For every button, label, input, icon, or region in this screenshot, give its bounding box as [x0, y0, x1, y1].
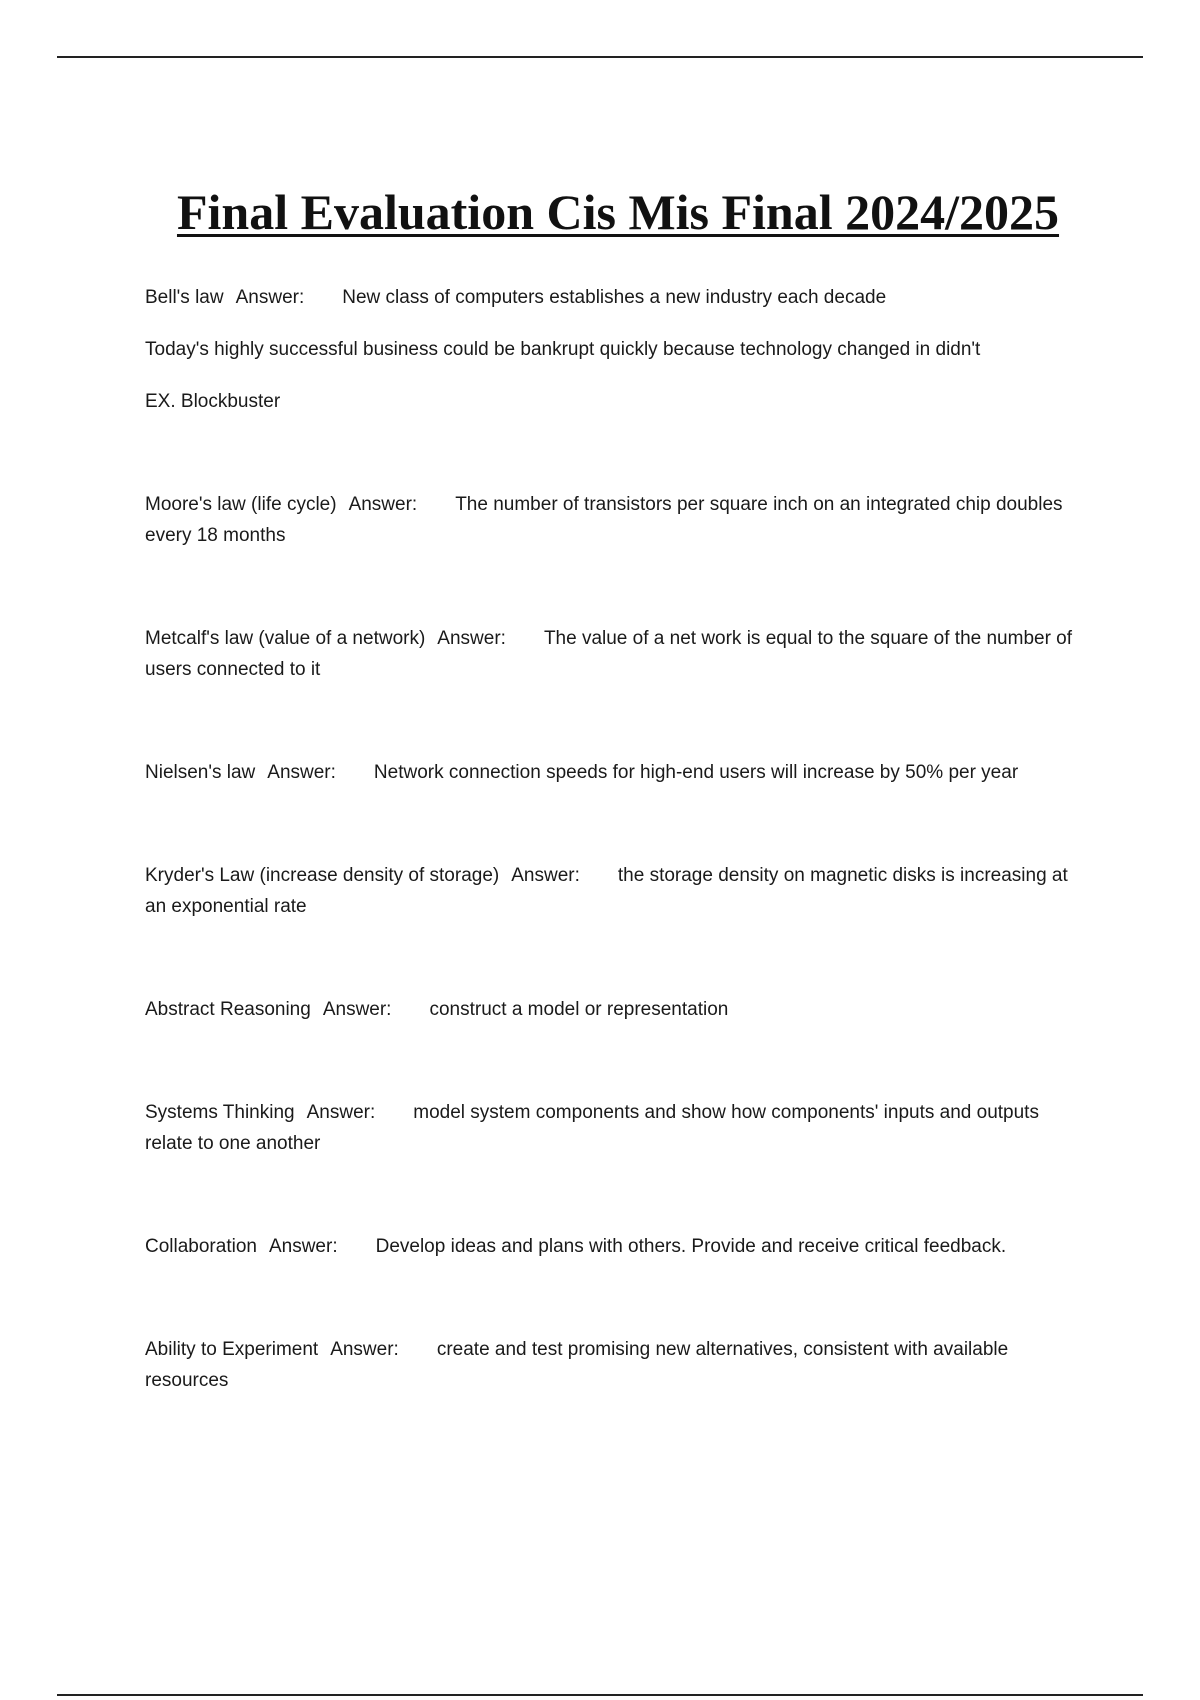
- entry-abstract-reasoning: [145, 994, 1085, 1025]
- entry-note: Today's highly successful business could be bankrupt quickly because technology changed in didn't: [145, 339, 981, 360]
- entry-collaboration: [145, 1231, 1085, 1262]
- entry-systems-thinking: [145, 1097, 1085, 1159]
- entry-nielsens-law: [145, 757, 1085, 788]
- answer-label: Answer:: [348, 494, 418, 515]
- entry-definition: the storage density on magnetic disks is increasing at an exponential rate: [145, 865, 1068, 917]
- entry-term: Metcalf's law (value of a network): [145, 628, 426, 649]
- entry-term: Systems Thinking: [145, 1102, 295, 1123]
- answer-label: Answer:: [322, 999, 392, 1020]
- document-title: Final Evaluation Cis Mis Final 2024/2025: [176, 183, 1060, 240]
- entry-definition: The number of transistors per square inch on an integrated chip doubles every 18 months: [145, 494, 1063, 546]
- entry-definition: construct a model or representation: [429, 999, 729, 1020]
- entry-bells-law: [145, 282, 1085, 313]
- entry-kryders-law: [145, 860, 1085, 922]
- answer-label: Answer:: [511, 865, 580, 886]
- entry-term: Collaboration: [145, 1236, 257, 1257]
- entry-term: Kryder's Law (increase density of storage): [145, 865, 500, 886]
- answer-label: Answer:: [330, 1339, 399, 1360]
- entry-term: Abstract Reasoning: [145, 999, 311, 1020]
- entry-moores-law: [145, 489, 1085, 551]
- answer-label: Answer:: [235, 287, 305, 308]
- entry-definition: model system components and show how components' inputs and outputs relate to one another: [145, 1102, 1039, 1154]
- answer-label: Answer:: [268, 1236, 338, 1257]
- top-rule: [57, 56, 1143, 58]
- answer-label: Answer:: [306, 1102, 376, 1123]
- entry-term: Moore's law (life cycle): [145, 494, 337, 515]
- answer-label: Answer:: [267, 762, 336, 783]
- entry-definition: create and test promising new alternatives, consistent with available resources: [145, 1339, 1009, 1391]
- entry-term: Bell's law: [145, 287, 224, 308]
- bottom-rule: [57, 1694, 1143, 1696]
- entry-term: Nielsen's law: [145, 762, 256, 783]
- entry-definition: New class of computers establishes a new industry each decade: [342, 287, 887, 308]
- entry-definition: Develop ideas and plans with others. Provide and receive critical feedback.: [375, 1236, 1007, 1257]
- document-body: [145, 282, 1085, 1396]
- entry-note: EX. Blockbuster: [145, 391, 281, 412]
- entry-metcalfs-law: [145, 623, 1085, 685]
- entry-definition: The value of a net work is equal to the square of the number of users connected to it: [145, 628, 1073, 680]
- entry-ability-to-experiment: [145, 1334, 1085, 1396]
- entry-definition: Network connection speeds for high-end users will increase by 50% per year: [373, 762, 1019, 783]
- answer-label: Answer:: [437, 628, 506, 649]
- entry-term: Ability to Experiment: [145, 1339, 319, 1360]
